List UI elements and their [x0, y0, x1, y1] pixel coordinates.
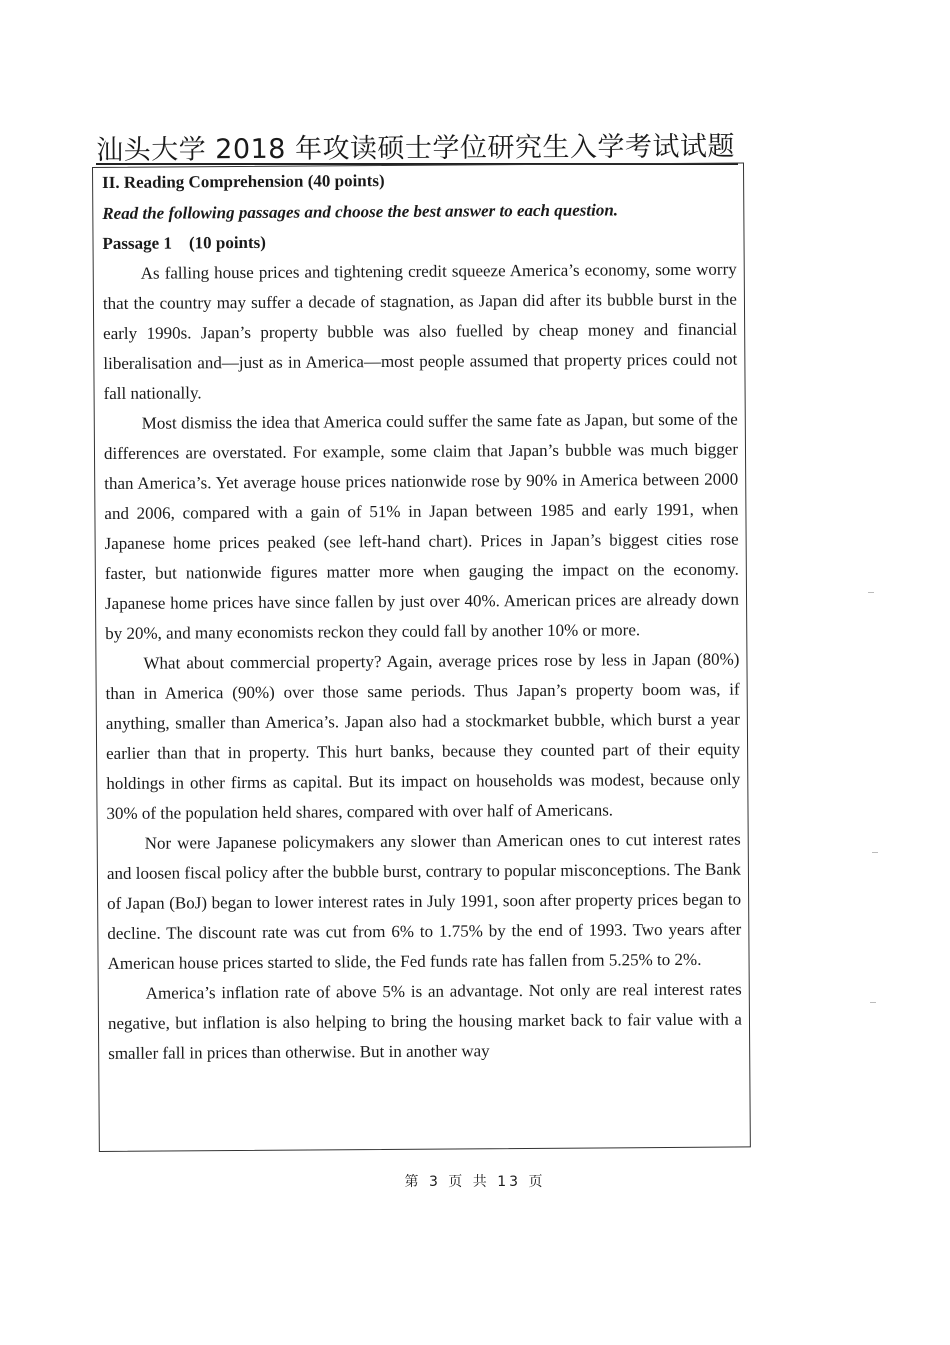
section-instructions: Read the following passages and choose the best answer to each question. — [102, 200, 619, 223]
passage-paragraph-1: As falling house prices and tightening credit squeeze America’s economy, some worry that the country may suffer a decade of stagnation, as Japan did after its bubble burst in the early 1990s. Japan’s property bubble was also fuelled by cheap money and financial liberalisation and—just as in America—most people assumed that property prices could not fall nationally. — [102, 259, 738, 403]
exam-header-title: 汕头大学 2018 年攻读硕士学位研究生入学考试试题 — [96, 131, 736, 166]
exam-content — [102, 167, 742, 1069]
passage-paragraph-5: America’s inflation rate of above 5% is an advantage. Not only are real interest rates negative, but inflation is also helping to bring the housing market back to fair value with a smaller fall in prices than otherwise. But in another way — [107, 979, 743, 1063]
scan-speck — [872, 852, 878, 853]
scan-speck — [868, 592, 874, 593]
passage-paragraph-3: What about commercial property? Again, average prices rose by less in Japan (80%) than in America (90%) over those same periods. Thus Japan’s property boom was, if anything, smaller than America’s. Japan also had a stockmarket bubble, which burst a year earlier than that in property. This hurt banks, because they counted part of their equity holdings in other firms as capital. But its impact on households was modest, because only 30% of the population held shares, compared with over half of Americans. — [105, 649, 741, 823]
page-number: 第 3 页 共 13 页 — [404, 1174, 546, 1190]
passage-title: Passage 1 (10 points) — [102, 232, 266, 253]
passage-paragraph-2: Most dismiss the idea that America could suffer the same fate as Japan, but some of the differences are overstated. For example, some claim that Japan’s bubble was much bigger than America’s. Yet average house prices nationwide rose by 90% in America between 2000 and 2006, compared with a gain of 51% in Japan between 1985 and early 1991, when Japanese home prices peaked (see left-hand chart). Prices in Japan’s biggest cities rose faster, but nationwide figures matter more when gauging the impact on the economy. Japanese home prices have since fallen by just over 40%. American prices are already down by 20%, and many economists reckon they could fall by another 10% or more. — [103, 409, 740, 643]
passage-paragraph-4: Nor were Japanese policymakers any slower than American ones to cut interest rates and loosen fiscal policy after the bubble burst, contrary to popular misconceptions. The Bank of Japan (BoJ) began to lower interest rates in July 1991, soon after property prices began to decline. The discount rate was cut from 6% to 1.75% by the end of 1993. Two years after American house prices started to slide, the Fed funds rate has fallen from 5.25% to 2%. — [106, 829, 742, 973]
section-title: II. Reading Comprehension (40 points) — [102, 171, 385, 192]
scan-speck — [870, 1002, 876, 1003]
